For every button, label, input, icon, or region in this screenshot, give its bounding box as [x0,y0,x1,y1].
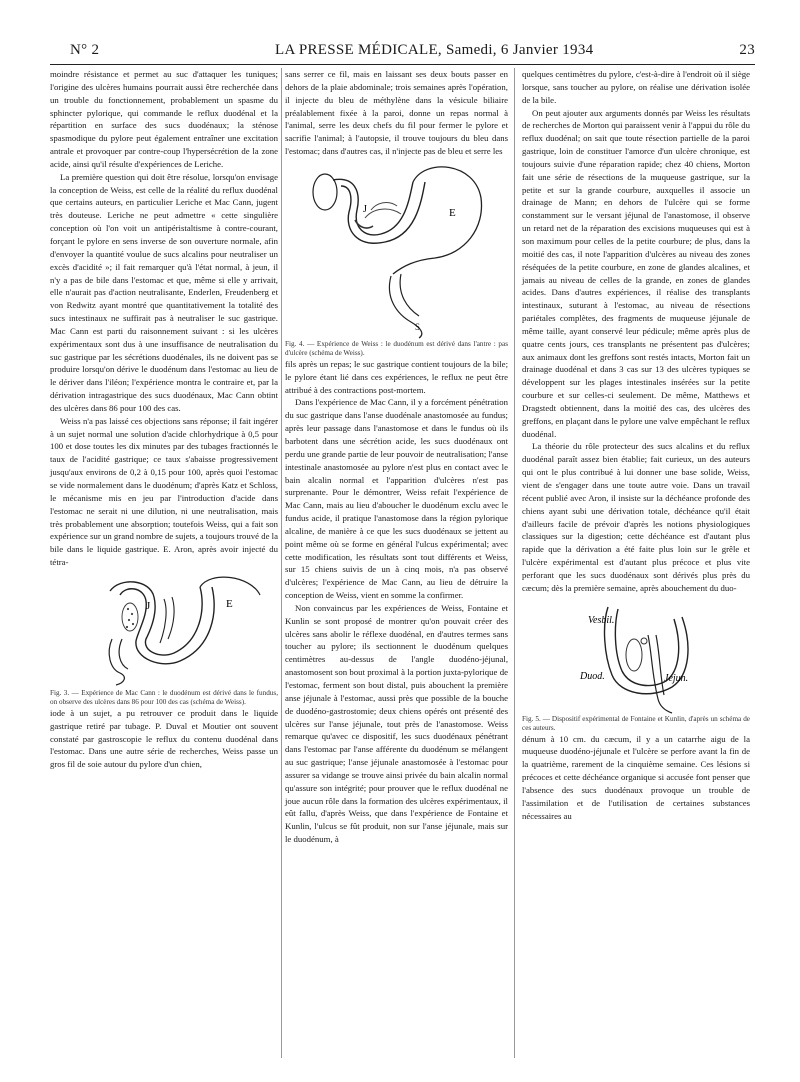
paragraph: Non convaincus par les expériences de Weiss, Fontaine et Kunlin se sont proposé de montrer qu'on pouvait créer des ulcères sans abolir le réflexe duodénal, en d'autres termes sans toucher au pylore; ils sectionnent le duodénum quelques centimètres au-dessus de l'angle duodéno-jéjunal, anastomosent son bout proximal à la portion juxta-pylorique de l'estomac, ferment son bout distal, puis abouchent la première anse jéjunale à l'estomac, aussi près que possible de la bouche de duodéno-gastrostomie; deux chiens opérés ont présenté des ulcères sur l'anse jéjunale, tout près de l'anastomose. Weiss remarque qu'avec ce dispositif, les sucs duodénaux pénétrant dans l'estomac par l'anse afférente du duodénum se mélangent au suc gastrique; l'anse jéjunale anastomosée à l'estomac pour assurer sa vidange se trouve ainsi privée du bain alcalin normal qu'assure son intégrité; pour prouver que le reflux duodénal ne joue aucun rôle dans la formation des ulcères expérimentaux, il eût fallu, d'après Weiss, que dans l'expérience de Fontaine et Kunlin, l'ulcus se fût produit, non sur l'anse jéjunale, mais sur le duodénum, à [285,602,508,845]
page-number: 23 [739,42,755,58]
figure-4-drawing [285,158,508,340]
issue-number: N° 2 [70,42,100,58]
figure-3-caption: Fig. 3. — Expérience de Mac Cann : le duodénum est dérivé dans le fundus, on observe des ulcères dans 86 pour 100 des cas (schéma de Weiss). [50,688,278,706]
figure-label: Vesbil. [588,614,615,626]
figure-label: E [449,206,456,219]
paragraph: dénum à 10 cm. du cæcum, il y a un catarrhe aigu de la muqueuse duodéno-jéjunale et l'ulcère se perfore avant la fin de la quatrième, rarement de la cinquième semaine. Ces lésions si précoces et cette déchéance organique si accusée font penser que l'absence des sucs duodénaux provoque un trouble de l'assimilation et de l'utilisation de certaines substances nécessaires au [522,733,750,821]
figure-label: Duod. [580,670,605,682]
paragraph: La première question qui doit être résolue, lorsqu'on envisage la conception de Weiss, est celle de la réalité du reflux duodénal que certains auteurs, en particulier Leriche et Mac Cann, jugent très douteuse. Leriche ne peut admettre « cette singulière conception où l'on voit un antipéristaltisme à contre-courant, forçant le pylore en sens inverse de son ouverture normale, afin d'envoyer la quantité voulue de sucs alcalins pour neutraliser un excès d'acidité »; il fait remarquer qu'à l'état normal, à jeun, il n'y a pas de bile dans l'estomac et que, même si elle y arrivait, elle n'aurait pas d'action neutralisante, Enderlen, Freudenberg et von Redwitz ayant montré que quantitativement la totalité des sucs intestinaux ne suffirait pas à neutraliser le suc gastrique. Mac Cann est parti du raisonnement suivant : si les ulcères expérimentaux sont dus à une insuffisance de neutralisation du suc gastrique par les sécrétions duodénales, ils ne doivent pas se produire lorsqu'on dérive le duodénum dans l'estomac au lieu de le dériver dans l'iléon; l'expérience montra le contraire et, par la dérivation intragastrique des sucs duodénaux, Mac Cann obtint des ulcères dans 86 pour 100 des cas. [50,171,278,413]
column-3 [522,68,750,823]
column-rule [281,68,282,1058]
figure-label: Jejun. [664,672,689,684]
paragraph: moindre résistance et permet au suc d'attaquer les tuniques; l'origine des ulcères humains pourrait aussi être recherchée dans un trouble du fonctionnement, probablement un spasme du sphincter pylorique, qui commande le reflux duodénal et la répartition en surface des sucs duodénaux; la sténose spasmodique du pylore peut également entraîner une excitation antrale et provoquer par contre-coup l'hypersécrétion de la zone acide, ainsi qu'il résulte d'expériences de Leriche. [50,69,278,169]
column-2 [285,68,508,846]
figure-label: E [226,597,233,610]
paragraph: sans serrer ce fil, mais en laissant ses deux bouts passer en dehors de la plaie abdominale; trois semaines après l'opération, il injecte du bleu de méthylène dans la vésicule biliaire préalablement fixée à la paroi, donne un repas normal à l'animal, serre les deux chefs du fil pour fermer le pylore et sacrifie l'animal; à l'autopsie, il trouve toujours du bleu dans l'estomac; dans d'autres cas, il n'injecte pas de bleu et serre les [285,69,508,157]
column-rule [514,68,515,1058]
figure-5-caption: Fig. 5. — Dispositif expérimental de Fontaine et Kunlin, d'après un schéma de ces auteurs. [522,714,750,732]
journal-title: LA PRESSE MÉDICALE, Samedi, 6 Janvier 1934 [275,42,594,58]
figure-label: J [363,203,367,215]
paragraph: fils après un repas; le suc gastrique contient toujours de la bile; le pylore étant lié dans ces expériences, le reflux ne peut être attribué à des contractions post-mortem. [285,358,508,395]
paragraph: quelques centimètres du pylore, c'est-à-dire à l'endroit où il siège lorsque, sans toucher au pylore, on réalise une dérivation isolée de la bile. [522,69,750,105]
running-header [50,40,755,65]
figure-5-drawing [522,595,750,715]
paragraph: iode à un sujet, a pu retrouver ce produit dans le liquide gastrique retiré par tubage. P. Duval et Moutier ont souvent constaté par gastroscopie le reflux du contenu duodénal dans l'estomac. Dans une autre série de recherches, Weiss passe un gros fil de soie autour du pylore d'un chien, [50,707,278,770]
figure-4-caption: Fig. 4. — Expérience de Weiss : le duodénum est dérivé dans l'antre : pas d'ulcère (schéma de Weiss). [285,339,508,357]
paragraph: Dans l'expérience de Mac Cann, il y a forcément pénétration du suc gastrique dans l'anse duodénale anastomosée au fundus; après leur passage dans l'anastomose et dans le fundus où ils barbotent dans une sécrétion acide, les sucs duodénaux ont perdu une grande partie de leur pouvoir de neutralisation; l'anse intestinale anastomosée au pylore n'est plus en contact avec le bain alcalin normal et l'apparition d'ulcères n'est pas surprenante. Pour le démontrer, Weiss refait l'expérience de Mac Cann, mais au lieu d'aboucher le duodénum exclu avec le fundus acide, il pratique l'anastomose dans la région pylorique alcaline, de manière à ce que les sucs duodénaux se jettent au point même où se forme en général l'ulcus expérimental; avec cette modification, les résultats sont tout différents et Weiss, sur 15 chiens suivis de un à cinq mois, n'a pas observé d'ulcères; l'expérience de Mac Cann, au lieu de détruire la conception de Weiss, vient en somme la confirmer. [285,397,508,601]
figure-label: J [146,599,151,612]
figure-5 [522,595,750,733]
figure-3-drawing [50,569,278,689]
paragraph: Weiss n'a pas laissé ces objections sans réponse; il fait ingérer à un sujet normal une solution d'acide chlorhydrique à 0,5 pour 100 et dose toutes les dix minutes par des tubages fractionnés le taux de l'acidité gastrique; ce taux s'abaisse progressivement jusqu'aux environs de 0,2 à 0,15 pour 100, après quoi l'estomac se vide normalement dans le duodénum; d'après Katz et Schloss, le mécanisme mis en jeu par l'introduction d'acide dans l'estomac ne serait ni une dilution, ni une neutralisation, mais très probablement une absorption; toutefois Weiss, qui a fait son expérience sur un grand nombre de sujets, a toujours trouvé de la bile dans le liquide gastrique. E. Aron, après avoir injecté du tétra- [50,415,278,568]
figure-3 [50,569,278,707]
figure-label: S [415,321,421,332]
figure-4 [285,158,508,358]
column-1 [50,68,278,771]
paragraph: La théorie du rôle protecteur des sucs alcalins et du reflux duodénal paraît assez bien établie; fait curieux, un des auteurs qui ont le plus contribué à lui donner une base solide, Weiss, vient de s'engager dans une toute autre voie. Dans un travail récent publié avec Aron, il insiste sur la déchéance profonde des chiens ayant subi une dérivation totale, déchéance qu'il était d'ailleurs facile de prévoir d'après les notions physiologiques classiques sur la digestion; cette déchéance est d'autant plus rapide que la dérivation a été faite plus loin sur le grêle et l'ulcère expérimental est d'autant plus précoce et plus vite perforant que les sucs duodénaux sont dérivés plus près du cæcum; dès la première semaine, après abouchement du duo- [522,441,750,593]
paragraph: On peut ajouter aux arguments donnés par Weiss les résultats de recherches de Morton qui paraissent venir à l'appui du rôle du reflux duodénal; on sait que toute résection partielle de la paroi gastrique, loin de constituer l'amorce d'un ulcère chronique, est toujours suivie d'une réparation rapide; chez 40 chiens, Morton fait une série de résections de la muqueuse gastrique, sur la petite et sur la grande courbure, auxquelles il associe un drainage de Mann; en dehors de l'ulcère qui se forme constamment sur le versant jéjunal de l'anastomose, il observe un retard net de la réparation des excisions muqueuses qui est à son maximum pour celles de la petite courbure; de plus, dans la moitié des cas, il note l'apparition d'ulcères au niveau des zones réséquées de la petite courbure, en zone de glandes alcalines, et jamais au niveau de celles de la grande, en zones de glandes acides. Dans d'autres expériences, il réalise des transplants intestinaux, suturant à l'estomac, au niveau de résections pariétales complètes, des fragments de muqueuse jéjunale de même taille, ayant conservé leur pédicule; même après plus de quatre cents jours, ces transplants ne présentent pas d'ulcères; aux animaux dont les greffons sont restés intacts, Morton fait un drainage duodénal et dans 3 cas sur 13 des ulcères typiques se développent sur les plages intestinales insérées sur la petite courbure et sur celles-ci seulement. De même, Matthews et Dragstedt obtiennent, dans la moitié des cas, des ulcères des greffons, en plaçant dans le pylore une valve empêchant le reflux duodénal. [522,107,750,439]
